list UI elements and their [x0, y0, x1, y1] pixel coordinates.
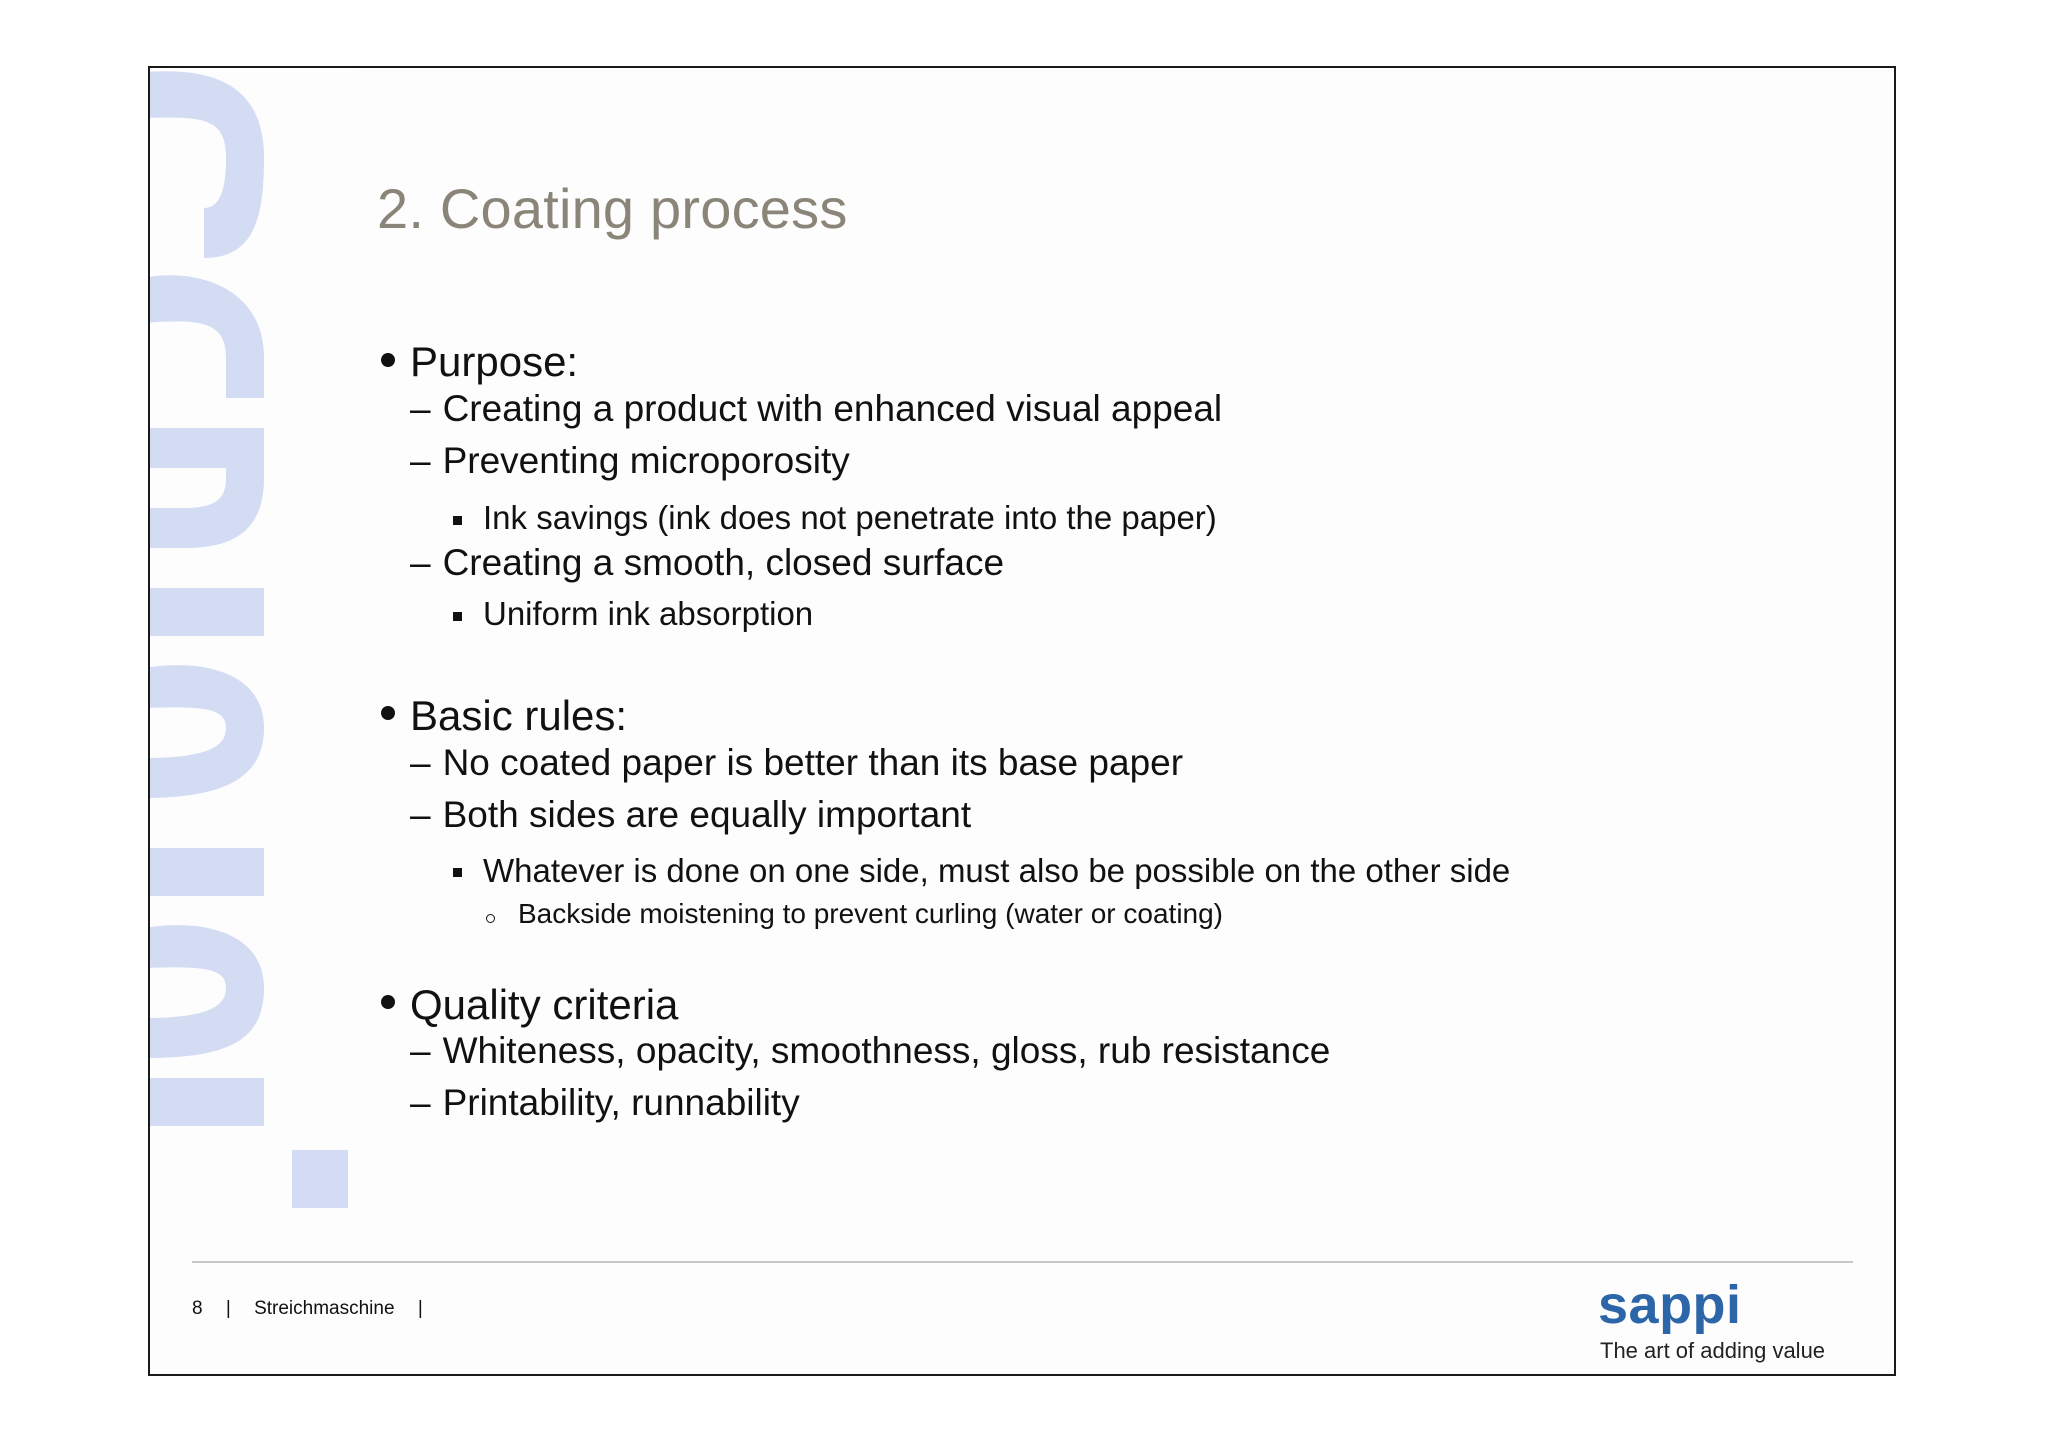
logo-tagline: The art of adding value — [1600, 1338, 1826, 1363]
page-number: 8 — [192, 1298, 203, 1319]
dash-marker: – — [410, 440, 431, 481]
footer-separator: | — [225, 1298, 231, 1319]
dash-marker: – — [410, 742, 431, 783]
square-bullet — [453, 516, 462, 525]
sappi-watermark-logo — [148, 68, 354, 1208]
sappi-logo — [1598, 1275, 1838, 1374]
section-heading-purpose: Purpose: — [410, 338, 579, 385]
list-item — [410, 742, 1183, 784]
sub-list-item: Ink savings (ink does not penetrate into the paper) — [483, 499, 1217, 536]
list-item — [410, 1030, 1330, 1072]
slide-content — [377, 68, 1877, 1248]
footer — [192, 1298, 441, 1320]
footer-divider — [192, 1261, 1853, 1263]
circle-bullet — [486, 914, 495, 923]
footer-separator: | — [417, 1298, 423, 1319]
sub-list-item: Whatever is done on one side, must also be possible on the other side — [483, 852, 1511, 889]
dash-marker: – — [410, 794, 431, 835]
list-item-text: No coated paper is better than its base paper — [442, 742, 1184, 783]
list-item — [410, 1082, 800, 1124]
bullet-dot — [381, 995, 395, 1009]
list-item-text: Creating a product with enhanced visual appeal — [442, 388, 1223, 429]
section-heading-quality-criteria: Quality criteria — [410, 981, 679, 1028]
dash-marker: – — [410, 542, 431, 583]
list-item — [410, 440, 850, 482]
dash-marker: – — [410, 1030, 431, 1071]
list-item — [410, 388, 1222, 430]
list-item — [410, 542, 1004, 584]
list-item — [410, 794, 971, 836]
sub-list-item: Uniform ink absorption — [483, 595, 814, 632]
list-item-text: Preventing microporosity — [442, 440, 850, 481]
square-bullet — [453, 868, 462, 877]
slide-title: 2. Coating process — [377, 177, 848, 240]
slide — [148, 66, 1896, 1376]
list-item-text: Creating a smooth, closed surface — [442, 542, 1005, 583]
sub-sub-list-item: Backside moistening to prevent curling (water or coating) — [518, 898, 1224, 929]
dash-marker: – — [410, 388, 431, 429]
list-item-text: Both sides are equally important — [442, 794, 972, 835]
dash-marker: – — [410, 1082, 431, 1123]
bullet-dot — [381, 706, 395, 720]
document-name: Streichmaschine — [254, 1298, 395, 1319]
list-item-text: Printability, runnability — [442, 1082, 800, 1123]
bullet-dot — [381, 353, 395, 367]
square-bullet — [453, 612, 462, 621]
section-heading-basic-rules: Basic rules: — [410, 692, 628, 739]
logo-brand: sappi — [1598, 1275, 1742, 1335]
list-item-text: Whiteness, opacity, smoothness, gloss, rub resistance — [442, 1030, 1331, 1071]
